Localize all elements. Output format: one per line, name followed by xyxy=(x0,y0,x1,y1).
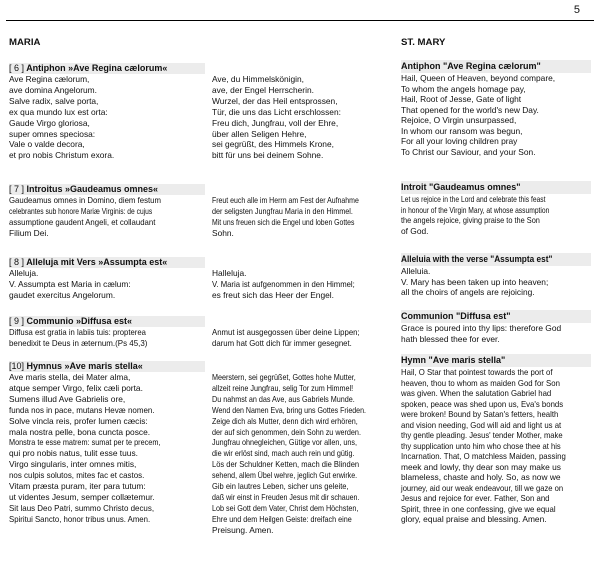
section-title: Introit "Gaudeamus omnes" xyxy=(401,182,521,192)
text-line: Spirit, three in one confessing, give we equal xyxy=(401,503,556,514)
text-line: ave, der Engel Herrscherin. xyxy=(212,84,314,95)
text-line: Diffusa est gratia in labiis tuis: propterea xyxy=(9,327,146,337)
english-section-antiphon xyxy=(401,60,591,157)
text-line: To whom the angels homage pay, xyxy=(401,83,526,94)
text-line: were broken! Bound by Satan's fetters, health xyxy=(401,409,559,419)
section-heading xyxy=(9,63,205,74)
text-line: Hail, Root of Jesse, Gate of light xyxy=(401,94,522,104)
english-section-introit xyxy=(401,181,591,236)
text-line: Ehre und dem Heilgen Geiste: dreifach eine xyxy=(212,513,352,524)
text-line: Anmut ist ausgegossen über deine Lippen; xyxy=(212,327,360,337)
text-line: hath blessed thee for ever. xyxy=(401,333,500,344)
text-line: Incarnation. That, O matchless Maiden, passing xyxy=(401,451,566,461)
text-line: Preisung. Amen. xyxy=(212,524,274,535)
section-title: Communio »Diffusa est« xyxy=(26,316,133,326)
german-section-9 xyxy=(212,327,392,349)
section-number: [ 9 ] xyxy=(9,316,25,326)
text-line: all the choirs of angels are rejoicing. xyxy=(401,287,535,297)
text-line: Gaude Virgo gloriosa, xyxy=(9,117,90,128)
english-section-hymn xyxy=(401,354,591,525)
english-header: ST. MARY xyxy=(401,37,446,48)
text-line: qui pro nobis natus, tulit esse tuus. xyxy=(9,448,138,459)
text-line: atque semper Virgo, felix cæli porta. xyxy=(9,382,143,393)
text-line: Hail, O Star that pointest towards the port of xyxy=(401,367,553,377)
text-line: Filium Dei. xyxy=(9,227,49,238)
text-line: Ave Regina cælorum, xyxy=(9,74,90,84)
text-line: sei gegrüßt, des Himmels Krone, xyxy=(212,139,334,150)
text-line: meek and lowly, thy dear son may make us xyxy=(401,461,561,472)
text-line: Freut euch alle im Herrn am Fest der Aufnahme xyxy=(212,195,359,205)
text-line: Salve radix, salve porta, xyxy=(9,95,99,106)
section-heading xyxy=(9,257,205,268)
text-line: Ave, du Himmelskönigin, xyxy=(212,74,305,84)
text-line: thy gentle pleading. Jesus' tender Mother, make xyxy=(401,430,563,440)
section-title: Antiphon »Ave Regina cælorum« xyxy=(26,63,168,73)
text-line: Gib ein lautres Leben, sicher uns geleite, xyxy=(212,481,349,492)
section-title: Alleluia with the verse "Assumpta est" xyxy=(401,254,553,264)
section-heading xyxy=(9,316,205,327)
latin-section-10 xyxy=(9,361,205,525)
text-line: ut videntes Jesum, semper collætemur. xyxy=(9,491,155,502)
text-line: Hail, Queen of Heaven, beyond compare, xyxy=(401,73,556,83)
text-line: der auf sich genommen, dein Sohn zu werden. xyxy=(212,426,361,437)
text-line: Grace is poured into thy lips: therefore God xyxy=(401,323,562,333)
text-line: allzeit reine Jungfrau, selig Tor zum Himmel! xyxy=(212,382,354,393)
text-line: Du nahmst an das Ave, aus Gabriels Munde. xyxy=(212,393,355,404)
text-line: der seligsten Jungfrau Maria in den Himmel. xyxy=(212,205,353,216)
text-line: Mit uns freuen sich die Engel und loben Gottes xyxy=(212,216,355,227)
text-line: Alleluja. xyxy=(9,268,39,278)
text-line: celebrantes sub honore Mariæ Virginis: de cujus xyxy=(9,205,153,216)
section-title: Antiphon "Ave Regina cælorum" xyxy=(401,61,541,71)
section-number: [ 7 ] xyxy=(9,184,25,194)
text-line: Spiritui Sancto, honor tribus unus. Amen. xyxy=(9,513,151,524)
text-line: gaudet exercitus Angelorum. xyxy=(9,289,116,300)
text-line: blameless, chaste and holy. So, as now we xyxy=(401,472,561,482)
text-line: glory, equal praise and blessing. Amen. xyxy=(401,514,547,524)
page-number: 5 xyxy=(573,4,580,16)
text-line: Zeige dich als Mutter, denn dich wird erhören, xyxy=(212,415,358,426)
text-line: daß wir einst in Freuden Jesus mit dir schauen. xyxy=(212,491,360,502)
latin-section-6 xyxy=(9,63,205,161)
section-heading xyxy=(9,361,205,372)
text-line: Tür, die uns das Licht erschlossen: xyxy=(212,106,341,117)
latin-section-9 xyxy=(9,316,205,349)
german-section-10 xyxy=(212,372,392,536)
text-line: Wurzel, der das Heil entsprossen, xyxy=(212,95,338,106)
section-title: Introitus »Gaudeamus omnes« xyxy=(26,184,159,194)
latin-section-7 xyxy=(9,184,205,239)
section-heading xyxy=(9,184,205,195)
text-line: Lob sei Gott dem Vater, Christ dem Höchsten, xyxy=(212,502,359,513)
text-line: Halleluja. xyxy=(212,268,247,278)
text-line: bitt für uns bei deinem Sohne. xyxy=(212,150,324,161)
text-line: Sumens illud Ave Gabrielis ore, xyxy=(9,393,126,404)
text-line: That opened for the world's new Day. xyxy=(401,104,539,115)
german-section-7 xyxy=(212,195,392,239)
text-line: and vision needing, God will aid and light us at xyxy=(401,419,562,430)
text-line: funda nos in pace, mutans Hevæ nomen. xyxy=(9,404,155,415)
text-line: super omnes speciosa: xyxy=(9,128,96,139)
text-line: die wir erlöst sind, mach auch rein und gütig. xyxy=(212,448,355,459)
text-line: of God. xyxy=(401,225,429,236)
text-line: es freut sich das Heer der Engel. xyxy=(212,289,334,300)
header-rule xyxy=(6,20,594,21)
text-line: mala nostra pelle, bona cuncta posce. xyxy=(9,426,151,437)
text-line: heaven, thou to whom as maiden God for Son xyxy=(401,377,560,388)
text-line: et pro nobis Christum exora. xyxy=(9,150,115,161)
text-line: journey, aid our weak endeavour, till we gaze on xyxy=(401,482,564,493)
section-title: Alleluja mit Vers »Assumpta est« xyxy=(26,257,168,267)
text-line: Jungfrau ohnegleichen, Gütige vor allen, uns, xyxy=(212,437,357,448)
text-line: Virgo singularis, inter omnes mitis, xyxy=(9,459,137,470)
text-line: the angels rejoice, giving praise to the Son xyxy=(401,215,540,225)
text-line: Wend den Namen Eva, bring uns Gottes Frieden. xyxy=(212,404,366,415)
text-line: ex qua mundo lux est orta: xyxy=(9,106,108,117)
text-line: Alleluia. xyxy=(401,266,431,276)
text-line: Rejoice, O Virgin unsurpassed, xyxy=(401,115,517,125)
text-line: For all your loving children pray xyxy=(401,136,518,146)
section-title: Communion "Diffusa est" xyxy=(401,311,511,321)
english-section-communion xyxy=(401,310,591,344)
text-line: sehend, allem Übel wehre, jeglich Gut erwirke. xyxy=(212,470,358,481)
text-line: In whom our ransom was begun, xyxy=(401,125,523,136)
section-title: Hymnus »Ave maris stella« xyxy=(26,361,143,371)
text-line: V. Maria ist aufgenommen in den Himmel; xyxy=(212,278,355,289)
text-line: was given. When the salutation Gabriel had xyxy=(401,388,552,398)
text-line: thy supplication unto him who chose thee at his xyxy=(401,440,561,451)
text-line: benedixit te Deus in æternum.(Ps 45,3) xyxy=(9,337,148,348)
latin-header: MARIA xyxy=(9,37,41,48)
latin-section-8 xyxy=(9,257,205,301)
text-line: Monstra te esse matrem: sumat per te precem, xyxy=(9,437,161,448)
text-line: V. Mary has been taken up into heaven; xyxy=(401,276,549,287)
text-line: Sit laus Deo Patri, summo Christo decus, xyxy=(9,502,155,513)
text-line: Meerstern, sei gegrüßet, Gottes hohe Mutter, xyxy=(212,372,356,382)
section-number: [ 8 ] xyxy=(9,257,25,267)
text-line: in honour of the Virgin Mary, at whose assumption xyxy=(401,204,550,215)
text-line: To Christ our Saviour, and your Son. xyxy=(401,146,536,157)
text-line: Vitam præsta puram, iter para tutum: xyxy=(9,481,146,492)
text-line: Jesus and rejoice for ever. Father, Son and xyxy=(401,493,550,503)
section-number: [ 6 ] xyxy=(9,63,25,73)
text-line: assumptione gaudent Angeli, et collaudant xyxy=(9,216,156,227)
text-line: ave domina Angelorum. xyxy=(9,84,97,95)
text-line: Ave maris stella, dei Mater alma, xyxy=(9,372,131,382)
text-line: Let us rejoice in the Lord and celebrate this feast xyxy=(401,194,546,204)
english-section-alleluia xyxy=(401,253,591,298)
text-line: V. Assumpta est Maria in cælum: xyxy=(9,278,131,289)
text-line: über allen Seligen Hehre, xyxy=(212,128,307,139)
section-title: Hymn "Ave maris stella" xyxy=(401,355,506,365)
text-line: Vale o valde decora, xyxy=(9,139,85,150)
text-line: nos culpis solutos, mites fac et castos. xyxy=(9,470,145,481)
text-line: Solve vincla reis, profer lumen cæcis: xyxy=(9,415,148,426)
section-number: [10] xyxy=(9,361,25,371)
text-line: Gaudeamus omnes in Domino, diem festum xyxy=(9,195,161,205)
text-line: Freu dich, Jungfrau, voll der Ehre, xyxy=(212,117,339,128)
text-line: spoken, peace was shed upon us, Eva's bonds xyxy=(401,398,564,409)
text-line: darum hat Gott dich für immer gesegnet. xyxy=(212,337,352,348)
text-line: Sohn. xyxy=(212,227,234,238)
text-line: Lös der Schuldner Ketten, mach die Blinden xyxy=(212,459,360,470)
german-section-6 xyxy=(212,74,392,161)
german-section-8 xyxy=(212,268,392,301)
